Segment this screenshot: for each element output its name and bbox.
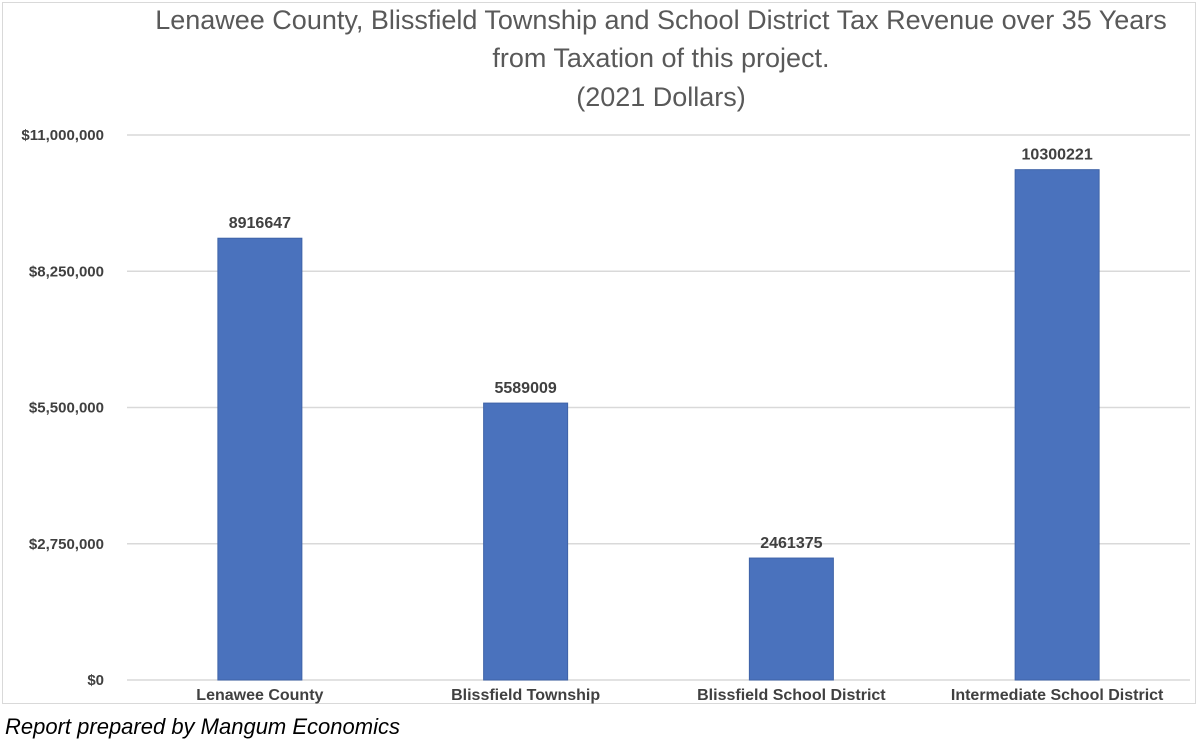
title-line-3: (2021 Dollars) <box>576 82 746 112</box>
bars <box>218 170 1099 680</box>
bar <box>1015 170 1099 680</box>
bar <box>484 403 568 680</box>
title-line-1: Lenawee County, Blissfield Township and School District Tax Revenue over 35 Years <box>155 5 1167 35</box>
data-label: 10300221 <box>1021 146 1093 164</box>
y-tick-label: $11,000,000 <box>21 127 104 144</box>
data-label: 5589009 <box>494 380 557 398</box>
footnote: Report prepared by Mangum Economics <box>5 714 400 739</box>
y-tick-label: $2,750,000 <box>28 535 104 553</box>
chart-title <box>155 5 1167 112</box>
y-tick-label: $0 <box>87 672 104 689</box>
data-label: 2461375 <box>760 535 823 553</box>
x-tick-label: Intermediate School District <box>950 687 1164 704</box>
x-tick-label: Lenawee County <box>196 687 324 704</box>
bar <box>218 238 302 680</box>
x-tick-label: Blissfield Township <box>451 687 601 704</box>
y-tick-label: $8,250,000 <box>28 263 104 281</box>
x-tick-label: Blissfield School District <box>697 687 886 704</box>
x-axis-ticks <box>196 687 1164 704</box>
title-line-2: from Taxation of this project. <box>492 43 830 73</box>
y-axis-ticks <box>21 127 104 689</box>
bar <box>749 558 833 680</box>
data-label: 8916647 <box>228 215 292 233</box>
y-tick-label: $5,500,000 <box>28 399 104 417</box>
data-labels <box>229 147 1093 552</box>
